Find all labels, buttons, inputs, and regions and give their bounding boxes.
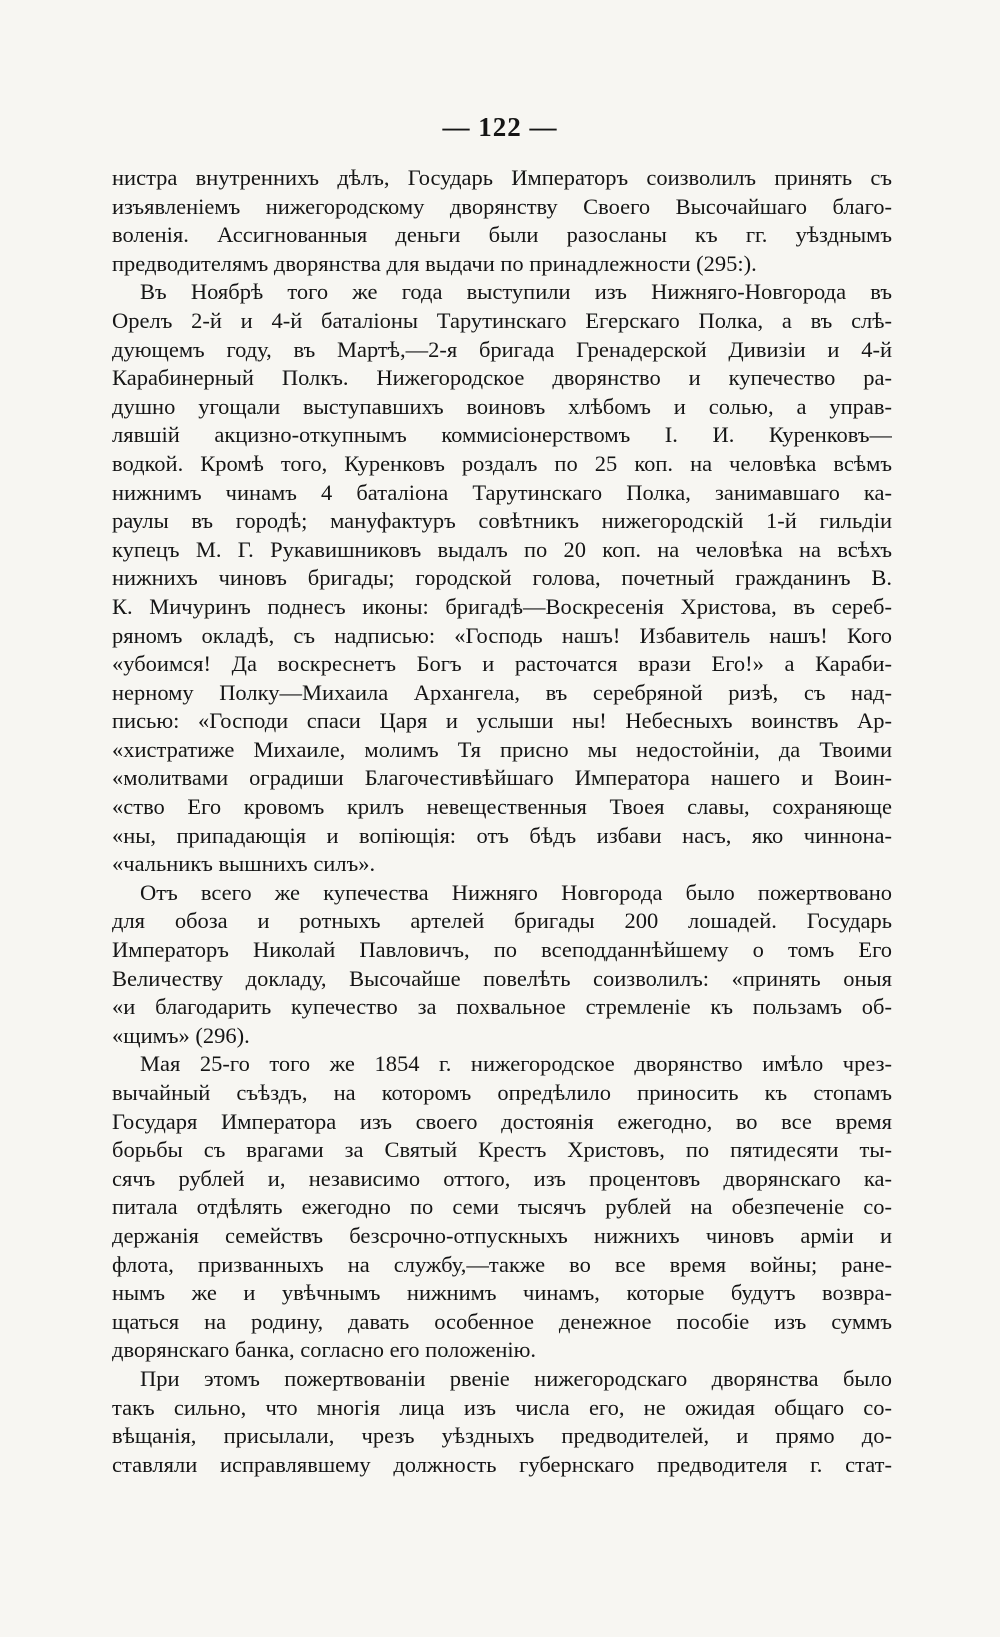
text-line: сячъ рублей и, независимо оттого, изъ процентовъ дворянскаго ка- bbox=[112, 1165, 892, 1191]
text-line: «щимъ» (296). bbox=[112, 1022, 250, 1048]
text-line: писью: «Господи спаси Царя и услыши ны! Небесныхъ воинствъ Ар- bbox=[112, 708, 892, 734]
text-line: К. Мичуринъ поднесъ иконы: бригадѣ—Воскресенія Христова, въ сереб- bbox=[112, 593, 892, 619]
text-line: для обоза и ротныхъ артелей бригады 200 лошадей. Государь bbox=[112, 908, 892, 934]
text-line: изъявленіемъ нижегородскому дворянству Своего Высочайшаго благо- bbox=[112, 193, 892, 219]
text-line: душно угощали выступавшихъ воиновъ хлѣбомъ и солью, а управ- bbox=[112, 393, 892, 419]
text-line: такъ сильно, что многія лица изъ числа его, не ожидая общаго со- bbox=[112, 1394, 892, 1420]
body-text bbox=[112, 164, 892, 1479]
text-line: «убоимся! Да воскреснетъ Богъ и расточатся врази Его!» а Караби- bbox=[112, 651, 892, 677]
text-line: нистра внутреннихъ дѣлъ, Государь Императоръ соизволилъ принять съ bbox=[112, 165, 892, 190]
page-number: — 122 — bbox=[442, 112, 558, 142]
text-line: нижнихъ чиновъ бригады; городской голова, почетный гражданинъ В. bbox=[112, 565, 892, 591]
text-line: вычайный съѣздъ, на которомъ опредѣлило приносить къ стопамъ bbox=[112, 1080, 892, 1105]
text-line: держанія семействъ безсрочно-отпускныхъ нижнихъ чиновъ арміи и bbox=[112, 1222, 892, 1248]
text-line: водкой. Кромѣ того, Куренковъ роздалъ по 25 коп. на человѣка всѣмъ bbox=[112, 450, 892, 476]
text-line: «чальникъ вышнихъ силъ». bbox=[112, 851, 376, 877]
text-line: щаться на родину, давать особенное денежное пособіе изъ суммъ bbox=[112, 1308, 892, 1334]
paragraph-first-line: Въ Ноябрѣ того же года выступили изъ Нижняго-Новгорода въ bbox=[140, 279, 892, 305]
text-line: Императоръ Николай Павловичъ, по всеподданнѣйшему о томъ Его bbox=[112, 937, 892, 963]
text-line: «и благодарить купечество за похвальное стремленіе къ пользамъ об- bbox=[112, 994, 892, 1020]
text-line: Карабинерный Полкъ. Нижегородское дворянство и купечество ра- bbox=[112, 365, 892, 391]
text-line: «молитвами оградиши Благочестивѣйшаго Императора нашего и Воин- bbox=[112, 765, 892, 791]
text-line: вѣщанія, присылали, чрезъ уѣздныхъ предводителей, и прямо до- bbox=[112, 1423, 892, 1449]
text-line: «хистратиже Михаиле, молимъ Тя присно мы недостойніи, да Твоими bbox=[112, 736, 892, 762]
text-line: нымъ же и увѣчнымъ нижнимъ чинамъ, которые будутъ возвра- bbox=[112, 1280, 892, 1306]
text-line: нерному Полку—Михаила Архангела, въ серебряной ризѣ, съ над- bbox=[112, 679, 892, 705]
text-line: дующемъ году, въ Мартѣ,—2-я бригада Гренадерской Дивизіи и 4-й bbox=[112, 336, 892, 362]
text-line: «ство Его кровомъ крилъ невещественныя Твоея славы, сохраняюще bbox=[112, 794, 892, 820]
text-line: Величеству докладу, Высочайше повелѣть соизволилъ: «принять оныя bbox=[112, 965, 892, 991]
text-line: Государя Императора изъ своего достоянія ежегодно, во все время bbox=[112, 1108, 892, 1134]
text-line: нижнимъ чинамъ 4 баталіона Тарутинскаго Полка, занимавшаго ка- bbox=[112, 479, 892, 505]
paragraph-first-line: Мая 25-го того же 1854 г. нижегородское дворянство имѣло чрез- bbox=[140, 1051, 892, 1077]
text-line: ставляли исправлявшему должность губернскаго предводителя г. стат- bbox=[112, 1451, 892, 1477]
text-line: флота, призванныхъ на службу,—также во все время войны; ране- bbox=[112, 1251, 892, 1277]
paragraph-first-line: При этомъ пожертвованіи рвеніе нижегородскаго дворянства было bbox=[140, 1365, 892, 1391]
text-line: лявшій акцизно-откупнымъ коммисіонерствомъ І. И. Куренковъ— bbox=[112, 422, 892, 448]
text-line: дворянскаго банка, согласно его положенію. bbox=[112, 1337, 537, 1363]
text-line: раулы въ городѣ; мануфактуръ совѣтникъ нижегородскій 1-й гильдіи bbox=[112, 508, 892, 534]
text-line: Орелъ 2-й и 4-й баталіоны Тарутинскаго Егерскаго Полка, а въ слѣ- bbox=[112, 307, 892, 333]
paragraph-first-line: Отъ всего же купечества Нижняго Новгорода было пожертвовано bbox=[140, 879, 892, 905]
text-line: купецъ М. Г. Рукавишниковъ выдалъ по 20 коп. на человѣка на всѣхъ bbox=[112, 536, 892, 562]
text-line: воленія. Ассигнованныя деньги были разосланы къ гг. уѣзднымъ bbox=[112, 222, 892, 248]
text-line: питала отдѣлять ежегодно по семи тысячъ рублей на обезпеченіе со- bbox=[112, 1194, 892, 1220]
text-line: борьбы съ врагами за Святый Крестъ Христовъ, по пятидесяти ты- bbox=[112, 1137, 892, 1163]
text-line: «ны, припадающія и вопіющія: отъ бѣдъ избави насъ, яко чиннона- bbox=[112, 822, 892, 848]
text-line: предводителямъ дворянства для выдачи по принадлежности (295:). bbox=[112, 250, 757, 276]
text-line: ряномъ окладѣ, съ надписью: «Господь нашъ! Избавитель нашъ! Кого bbox=[112, 622, 892, 648]
